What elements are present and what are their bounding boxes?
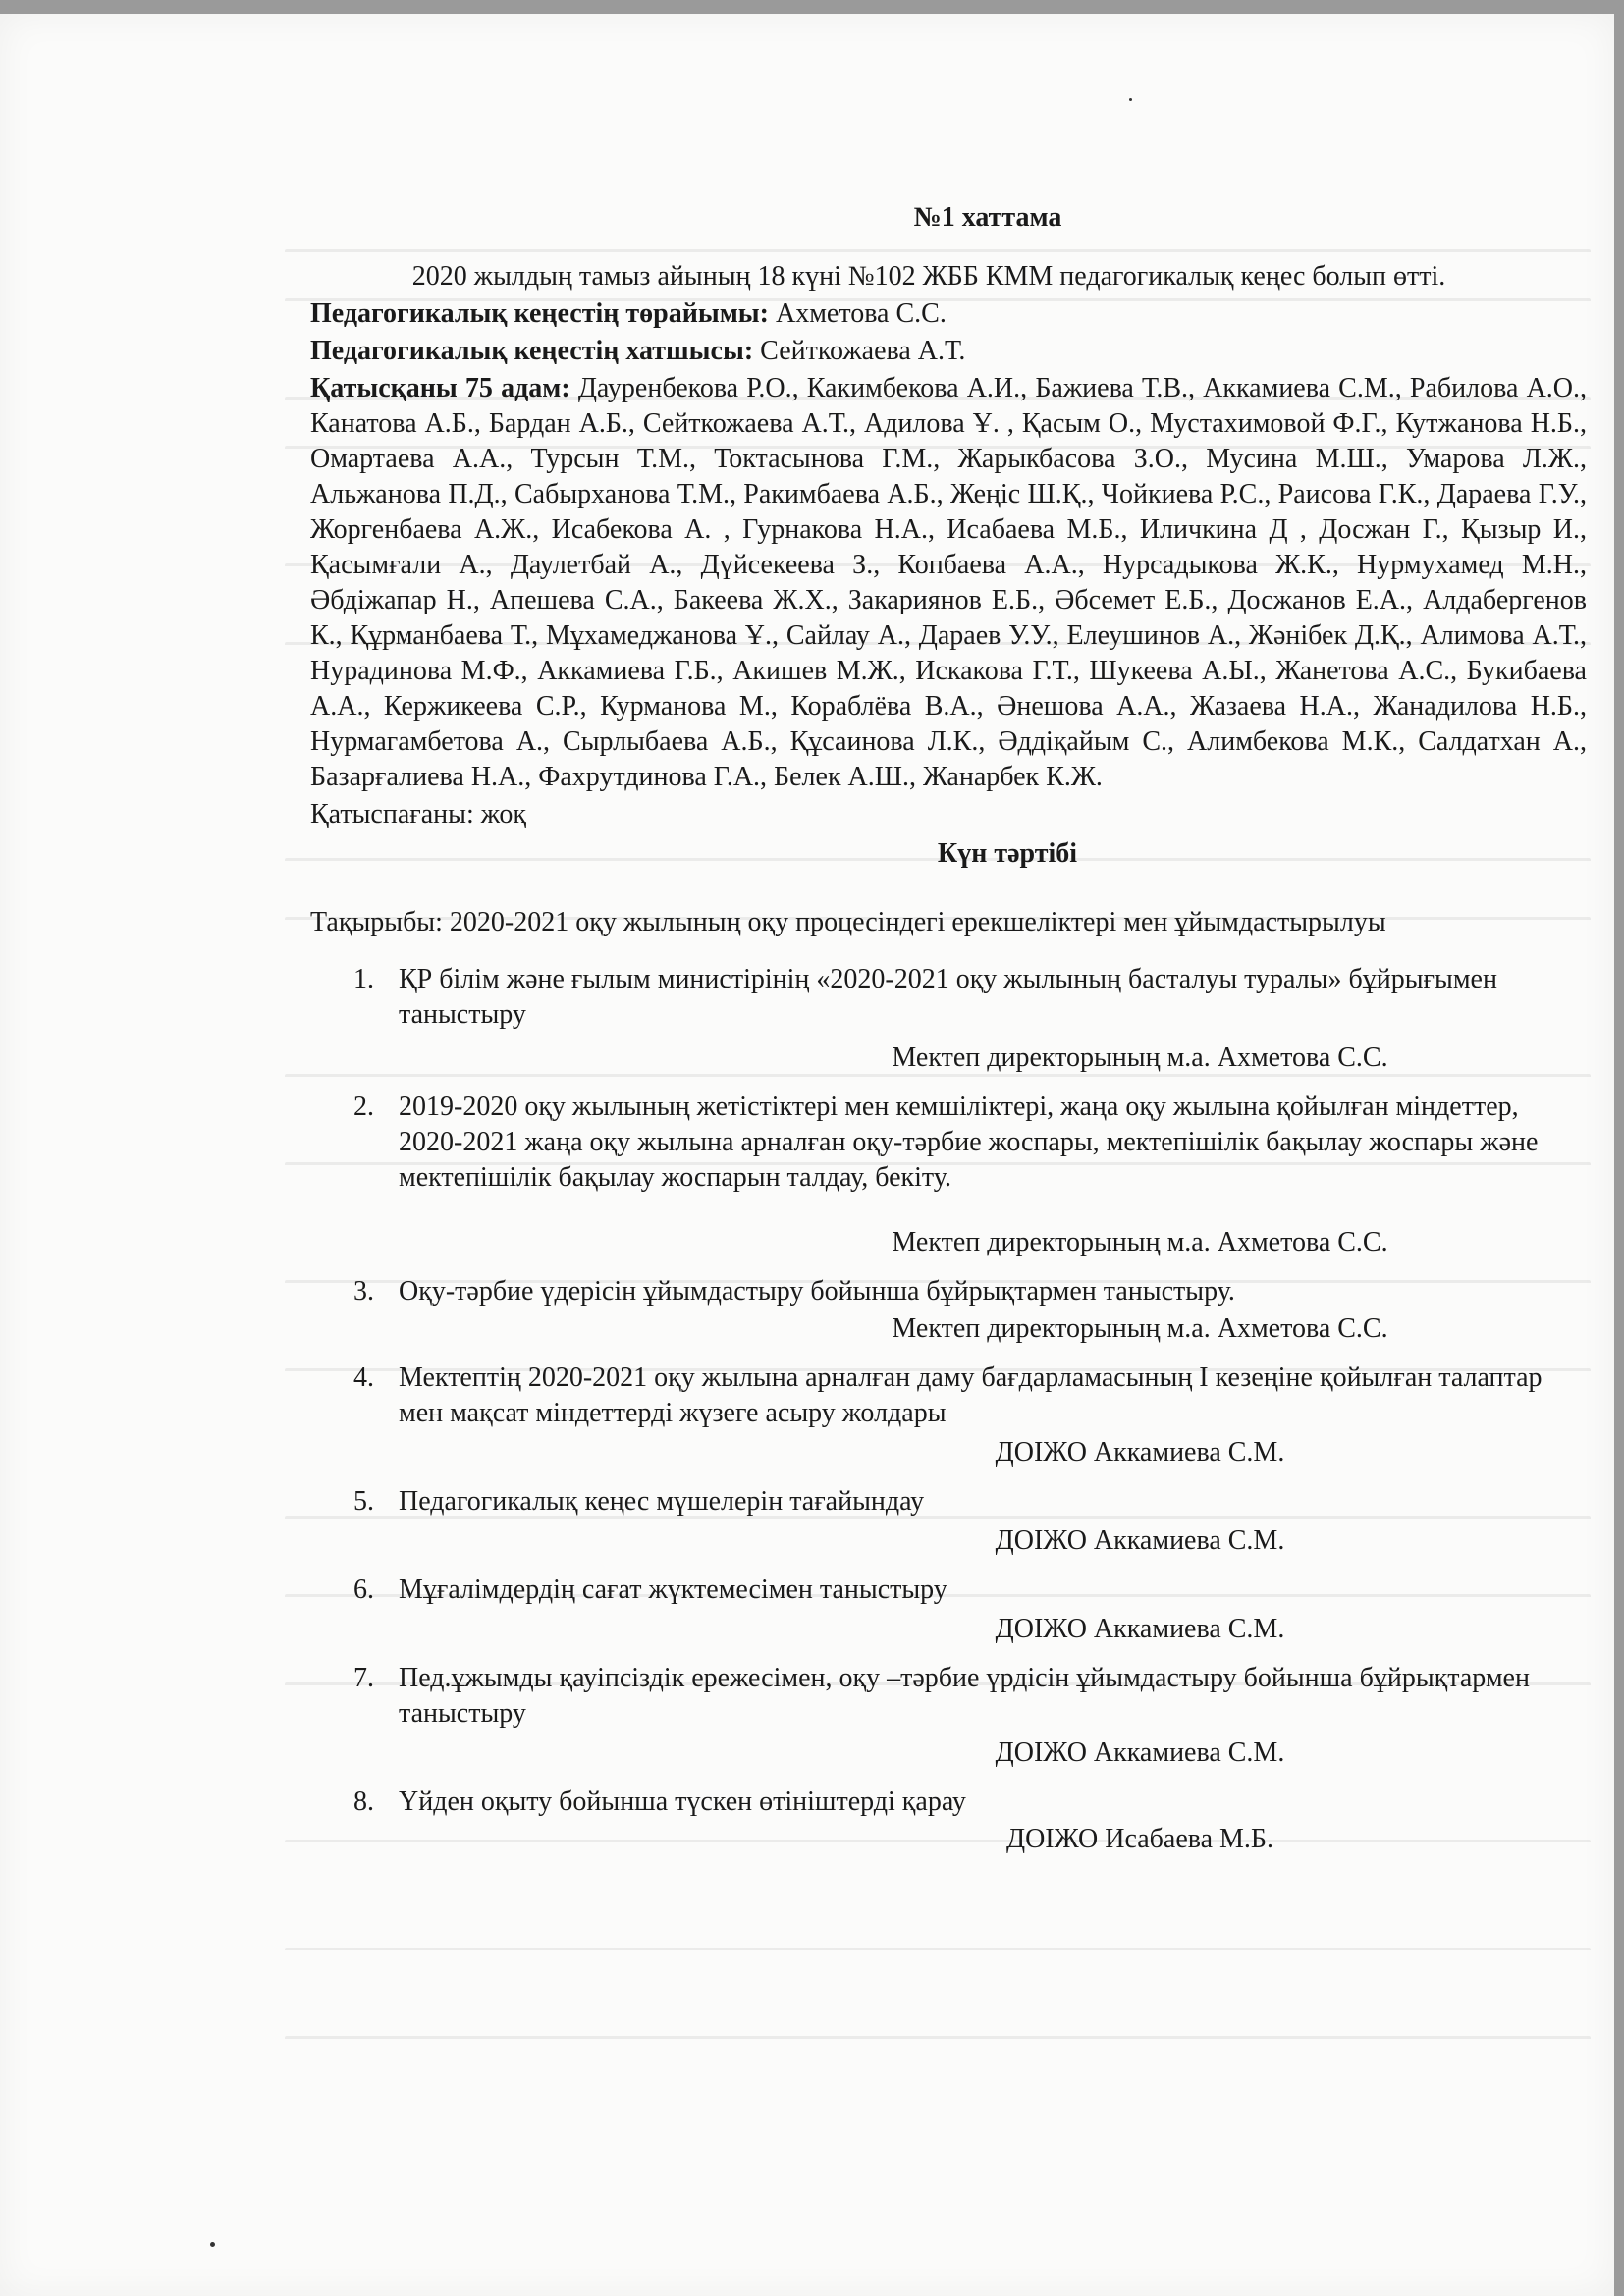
agenda-item (310, 1573, 1587, 1647)
agenda-item-responsible: ДОІЖО Аккамиева С.М. (995, 1614, 1285, 1644)
agenda-item (310, 1274, 1587, 1347)
agenda-item-number: 7. (353, 1663, 374, 1693)
agenda-item-responsible: ДОІЖО Аккамиева С.М. (995, 1737, 1285, 1768)
agenda-item-text: Үйден оқыту бойынша түскен өтініштерді қарау (399, 1787, 966, 1817)
agenda-item-responsible: ДОІЖО Аккамиева С.М. (995, 1525, 1285, 1556)
agenda-topic: Тақырыбы: 2020-2021 оқу жылының оқу процесіндегі ерекшеліктері мен ұйымдастырылуы (310, 907, 1386, 937)
agenda-title: Күн тәртібі (937, 838, 1078, 869)
agenda-item-text: Пед.ұжымды қауіпсіздік ережесімен, оқу –тәрбие үрдісін ұйымдастыру бойынша бұйрықтармен таныстыру (399, 1663, 1530, 1729)
secretary-line (310, 334, 1587, 369)
agenda-item-text: 2019-2020 оқу жылының жетістіктері мен кемшіліктері, жаңа оқу жылына қойылған міндеттер, 2020-2021 жаңа оқу жылына арналған оқу-тәрбие жоспары, мектепішілік бақылау жоспары және мектепішілік бақылау жоспарын талдау, бекіту. (399, 1092, 1539, 1193)
secretary-label: Педагогикалық кеңестің хатшысы: (310, 336, 754, 366)
absent-line: Қатыспағаны: жоқ (310, 799, 527, 829)
scan-speck (210, 2242, 215, 2247)
agenda-item-responsible: ДОІЖО Аккамиева С.М. (995, 1437, 1285, 1468)
secretary-name: Сейткожаева А.Т. (753, 336, 966, 366)
agenda-item-number: 5. (353, 1486, 374, 1517)
document-title: №1 хаттама (913, 202, 1062, 233)
document-body (310, 200, 1587, 1871)
agenda-item-responsible: Мектеп директорының м.а. Ахметова С.С. (892, 1227, 1388, 1257)
meeting-date-line: 2020 жылдың тамыз айының 18 күні №102 ЖББ КММ педагогикалық кеңес болып өтті. (411, 261, 1446, 292)
agenda-item-text: Мұғалімдердің сағат жүктемесімен таныстыру (399, 1575, 947, 1605)
agenda-item-number: 8. (353, 1787, 374, 1817)
attendees-list: Дауренбекова Р.О., Какимбекова А.И., Бажиева Т.В., Аккамиева С.М., Рабилова А.О., Канатова А.Б., Бардан А.Б., Сейткожаева А.Т., Адилова Ұ. , Қасым О., Мустахимовой Ф.Г., Кутжанова Н.Б., Омартаева А.А., Турсын Т.М., Токтасынова Г.М., Жарыкбасова З.О., Мусина М.Ш., Умарова Л.Ж., Альжанова П.Д., Сабырханова Т.М., Ракимбаева А.Б., Жеңіс Ш.Қ., Чойкиева Р.С., Раисова Г.К., Дараева Г.У., Жоргенбаева А.Ж., Исабекова А. , Гурнакова Н.А., Исабаева М.Б., Иличкина Д , Досжан Г., Қызыр И., Қасымғали А., Даулетбай А., Дүйсекеева З., Копбаева А.А., Нурсадыкова Ж.К., Нурмухамед М.Н., Әбдіжапар Н., Апешева С.А., Бакеева Ж.Х., Закариянов Е.Б., Әбсемет Е.Б., Досжанов Е.А., Алдабергенов К., Құрманбаева Т., Мұхамеджанова Ұ., Сайлау А., Дараев У.У., Елеушинов А., Жәнібек Д.Қ., Алимова А.Т., Нурадинова М.Ф., Аккамиева Г.Б., Акишев М.Ж., Искакова Г.Т., Шукеева А.Ы., Жанетова А.С., Букибаева А.А., Кержикеева С.Р., Курманова М., Кораблёва В.А., Әнешова А.А., Жазаева Н.А., Жанадилова Н.Б., Нурмагамбетова А., Сырлыбаева А.Б., Құсаинова Л.К., Әддіқайым С., Алимбекова М.К., Салдатхан А., Базарғалиева Н.А., Фахрутдинова Г.А., Белек А.Ш., Жанарбек К.Ж. (310, 373, 1588, 792)
agenda-item-number: 2. (353, 1092, 374, 1122)
agenda-item-responsible: Мектеп директорының м.а. Ахметова С.С. (892, 1313, 1388, 1344)
agenda-item-responsible: Мектеп директорының м.а. Ахметова С.С. (892, 1042, 1388, 1073)
chair-name: Ахметова С.С. (768, 298, 947, 329)
agenda-item-responsible: ДОІЖО Исабаева М.Б. (1005, 1824, 1274, 1854)
attendees-label: Қатысқаны 75 адам: (310, 373, 570, 403)
agenda-item (310, 1661, 1587, 1771)
agenda-list (310, 962, 1587, 1857)
agenda-item (310, 1785, 1587, 1857)
scanned-page (0, 14, 1614, 2296)
agenda-item-number: 3. (353, 1276, 374, 1307)
agenda-item-number: 6. (353, 1575, 374, 1605)
agenda-item (310, 1484, 1587, 1559)
agenda-item-text: Педагогикалық кеңес мүшелерін тағайындау (399, 1486, 925, 1517)
chair-label: Педагогикалық кеңестің төрайымы: (310, 298, 769, 329)
agenda-item-text: Оқу-тәрбие үдерісін ұйымдастыру бойынша бұйрықтармен таныстыру. (399, 1276, 1235, 1307)
scan-speck (1129, 98, 1132, 101)
agenda-item (310, 1090, 1587, 1260)
agenda-item-number: 1. (353, 964, 374, 994)
agenda-item (310, 962, 1587, 1076)
agenda-item-text: Мектептің 2020-2021 оқу жылына арналған даму бағдарламасының І кезеңіне қойылған талаптар мен мақсат міндеттерді жүзеге асыру жолдары (399, 1362, 1543, 1428)
attendees-paragraph (310, 371, 1587, 795)
chair-line (310, 296, 1587, 332)
agenda-item (310, 1361, 1587, 1470)
agenda-item-text: ҚР білім және ғылым министірінің «2020-2021 оқу жылының басталуы туралы» бұйрығымен таныстыру (399, 964, 1497, 1030)
agenda-item-number: 4. (353, 1362, 374, 1393)
